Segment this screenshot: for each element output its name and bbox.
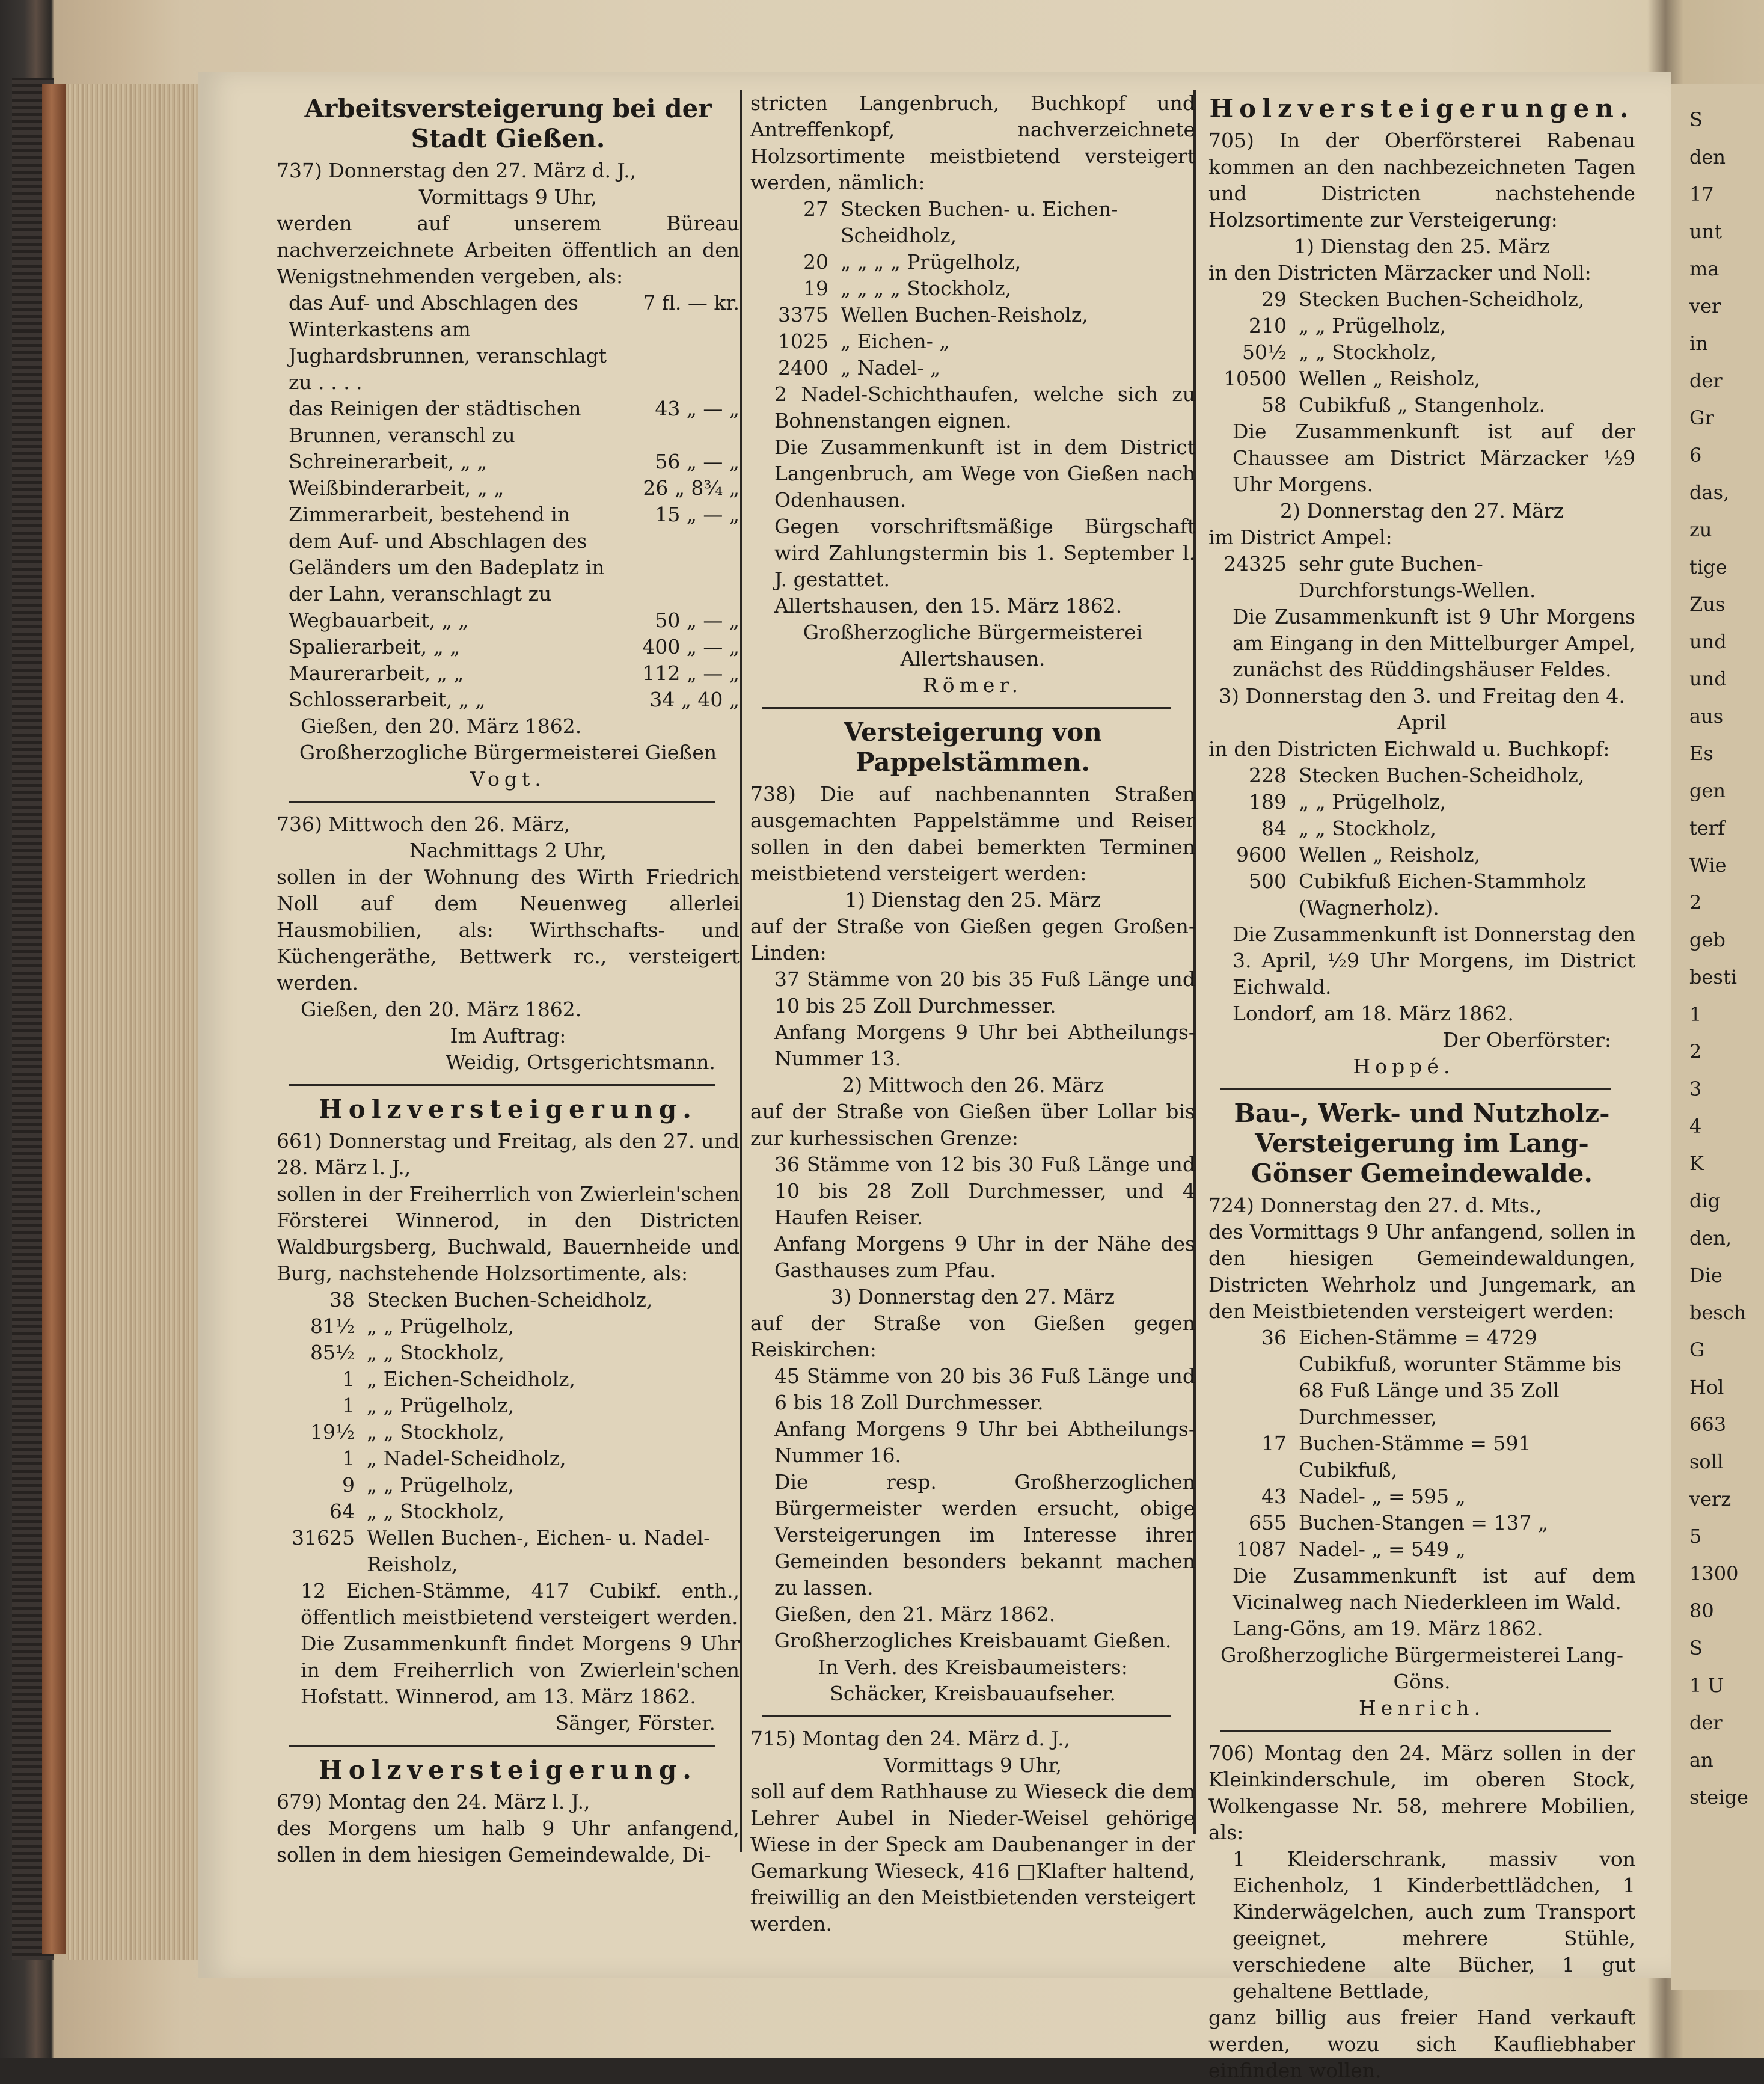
item-desc: „ Nadel- „ [841,356,941,379]
term-heading: 3) Donnerstag den 27. März [831,1285,1115,1308]
column-3 [1196,90,1635,2084]
item-desc: Stecken Buchen-Scheidholz, [1299,764,1585,787]
item-qty: 9 [342,1473,355,1497]
item-desc: Buchen-Stangen = 137 „ [1299,1511,1549,1534]
item-desc: Schreinerarbeit, „ „ [289,450,488,473]
notice-body: stricten Langenbruch, Buchkopf und Antreffenkopf, nachverzeichnete Holzsortimente meistbietend versteigert werden, nämlich: [750,91,1195,194]
adjacent-page-fragment: Gr [1689,406,1714,429]
item-qty: 64 [329,1500,355,1523]
item-qty: 20 [803,250,828,274]
term-heading: 1) Dienstag den 25. März [1294,234,1550,258]
item-desc: Schlosserarbeit, „ „ [289,688,486,711]
adjacent-page-fragment: 3 [1689,1077,1702,1100]
item-desc: Wellen „ Reisholz, [1299,843,1481,866]
item-desc: „ „ Prügelholz, [367,1314,515,1338]
notice-authority: Großherzogliche Bürgermeisterei Lang-Göns. [1220,1643,1624,1693]
column-1 [277,90,740,1868]
notice-661 [277,1094,740,1736]
item-desc: Wellen „ Reisholz, [1299,367,1481,390]
divider [1220,1730,1611,1732]
notice-line: 661) Donnerstag und Freitag, als den 27. und 28. März l. J., [277,1129,740,1179]
adjacent-page-fragment: 17 [1689,183,1714,206]
item-qty: 38 [329,1288,355,1311]
notice-737 [277,94,740,792]
adjacent-page-fragment: steige [1689,1786,1748,1809]
term-items: 37 Stämme von 20 bis 35 Fuß Länge und 10 bis 25 Zoll Durchmesser. [774,967,1195,1017]
notice-line: 736) Mittwoch den 26. März, [277,812,571,836]
term-start: Anfang Morgens 9 Uhr in der Nähe des Gasthauses zum Pfau. [774,1232,1195,1282]
adjacent-page-fragment: 1300 [1689,1562,1739,1585]
adjacent-page-fragment: Es [1689,742,1713,765]
adjacent-page-fragment: ver [1689,295,1721,317]
adjacent-page-fragment: das, [1689,481,1730,504]
notice-body: des Vormittags 9 Uhr anfangend, sollen in den hiesigen Gemeindewaldungen, Districten Wehrholz und Jungemark, an den Meistbietenden versteigert werden: [1208,1220,1635,1323]
book-cover-edge [42,84,66,1954]
adjacent-page-text [1683,108,1764,1852]
adjacent-page-fragment: zu [1689,518,1712,541]
notice-authority: Großherzogliche Bürgermeisterei Gießen [299,741,717,764]
item-qty: 43 [1261,1485,1287,1508]
item-amount: 400 „ — „ [642,635,740,658]
item-desc: „ „ Stockholz, [367,1341,504,1364]
adjacent-page-fragment: geb [1689,928,1726,951]
notice-715 [750,1726,1195,1937]
adjacent-page-fragment: und [1689,630,1727,653]
item-desc: „ „ „ „ Prügelholz, [841,250,1021,274]
item-qty: 189 [1249,790,1287,814]
notice-line: 737) Donnerstag den 27. März d. J., [277,159,637,182]
item-qty: 17 [1261,1432,1287,1455]
notice-738 [750,717,1195,1707]
notice-date: Gießen, den 20. März 1862. [301,714,582,738]
adjacent-page-fragment: Zus [1689,593,1726,616]
notice-title: Holzversteigerung. [319,1094,697,1124]
notice-736 [277,811,740,1076]
notice-body: soll auf dem Rathhause zu Wieseck die dem Lehrer Aubel in Nieder-Weisel gehörige Wiese in der Speck am Daubenanger in der Gemarkung Wieseck, 416 □Klafter haltend, freiwillig an den Meistbietenden versteigert werden. [750,1780,1195,1935]
item-desc: „ Eichen-Scheidholz, [367,1367,575,1391]
notice-items: 1 Kleiderschrank, massiv von Eichenholz, 1 Kinderbettlädchen, 1 Kinderwägelchen, auch zum Transport geeignet, mehrere Stühle, verschiedene alte Bücher, 1 gut gehaltene Bettlade, [1233,1847,1635,2003]
term-heading: 2) Mittwoch den 26. März [842,1073,1104,1097]
notice-line: Vormittags 9 Uhr, [883,1753,1062,1777]
adjacent-page-fragment: Die [1689,1264,1723,1287]
item-qty: 1 [342,1447,355,1470]
item-qty: 36 [1261,1326,1287,1349]
adjacent-page-fragment: 6 [1689,444,1702,467]
notice-body: sollen in der Freiherrlich von Zwierlein'schen Försterei Winnerod, in den Districten Waldburgsberg, Buchwald, Bauernheide und Burg, nachstehende Holzsortimente, als: [277,1182,740,1285]
item-qty: 58 [1261,393,1287,417]
term-district: in den Districten Eichwald u. Buchkopf: [1208,737,1610,761]
divider [762,707,1171,709]
adjacent-page-fragment: 80 [1689,1599,1714,1622]
item-desc: „ „ Stockholz, [1299,817,1436,840]
notice-meeting: Die Zusammenkunft findet Morgens 9 Uhr in dem Freiherrlich von Zwierlein'schen Hofstatt. Winnerod, am 13. März 1862. [301,1632,740,1708]
item-qty: 19½ [310,1420,355,1444]
divider [289,1084,715,1086]
item-desc: „ „ Stockholz, [367,1500,504,1523]
notice-signature: Römer. [922,673,1023,697]
item-desc: Cubikfuß „ Stangenholz. [1299,393,1546,417]
adjacent-page-fragment: ma [1689,257,1720,280]
item-qty: 9600 [1236,843,1287,866]
notice-signature: Henrich. [1358,1696,1486,1720]
item-qty: 1087 [1236,1537,1287,1561]
notice-tail: ganz billig aus freier Hand verkauft werden, wozu sich Kaufliebhaber einfinden wollen. [1208,2006,1635,2082]
notice-authority: Großherzogliches Kreisbauamt Gießen. [774,1629,1172,1652]
item-amount: 15 „ — „ [655,503,740,526]
item-qty: 27 [803,197,828,221]
item-amount: 7 fl. — kr. [643,291,740,314]
adjacent-page-fragment: 1 U [1689,1674,1724,1697]
item-amount: 112 „ — „ [642,661,740,685]
item-desc: „ „ Prügelholz, [367,1473,515,1497]
adjacent-page-fragment: dig [1689,1189,1721,1212]
item-desc: Wegbauarbeit, „ „ [289,608,469,632]
item-desc: „ „ Prügelholz, [367,1394,515,1417]
item-qty: 31625 [292,1526,355,1549]
item-desc: „ „ Stockholz, [1299,340,1436,364]
adjacent-page-fragment: G [1689,1338,1705,1361]
term-items: 36 Stämme von 12 bis 30 Fuß Länge und 10 bis 28 Zoll Durchmesser, und 4 Haufen Reiser. [774,1153,1195,1229]
notice-title: Holzversteigerung. [319,1755,697,1785]
item-desc: „ „ Prügelholz, [1299,790,1447,814]
term-heading: 1) Dienstag den 25. März [845,888,1101,912]
item-qty: 3375 [778,303,828,326]
notice-authority: In Verh. des Kreisbaumeisters: [818,1655,1128,1679]
item-desc: Nadel- „ = 595 „ [1299,1485,1466,1508]
adjacent-page-fragment: aus [1689,705,1724,728]
notice-line: 679) Montag den 24. März l. J., [277,1790,590,1813]
item-desc: Buchen-Stämme = 591 Cubikfuß, [1299,1432,1531,1482]
notice-line: Vormittags 9 Uhr, [418,185,598,209]
item-qty: 10500 [1223,367,1287,390]
notice-signature: Sänger, Förster. [555,1711,715,1735]
adjacent-page-fragment: den, [1689,1227,1732,1249]
notice-authority: Im Auftrag: [450,1024,566,1047]
notice-date: Lang-Göns, am 19. März 1862. [1233,1617,1543,1640]
adjacent-page-fragment: S [1689,1637,1703,1660]
notice-line: 724) Donnerstag den 27. d. Mts., [1208,1194,1542,1217]
term-items: 45 Stämme von 20 bis 36 Fuß Länge und 6 bis 18 Zoll Durchmesser. [774,1364,1195,1414]
item-desc: Eichen-Stämme = 4729 Cubikfuß, worunter Stämme bis 68 Fuß Länge und 35 Zoll Durchmesser, [1299,1326,1622,1429]
page-stack-edge [66,84,204,1960]
adjacent-page-fragment: K [1689,1152,1704,1175]
notice-meeting: Die Zusammenkunft ist auf der Chaussee am District Märzacker ½9 Uhr Morgens. [1233,420,1635,496]
item-desc: Spalierarbeit, „ „ [289,635,461,658]
item-desc: sehr gute Buchen-Durchforstungs-Wellen. [1299,552,1536,602]
term-route: auf der Straße von Gießen gegen Reiskirchen: [750,1311,1195,1361]
item-amount: 34 „ 40 „ [649,688,740,711]
item-desc: Weißbinderarbeit, „ „ [289,476,504,500]
item-desc: Stecken Buchen- u. Eichen-Scheidholz, [841,197,1118,247]
notice-meeting: Die Zusammenkunft ist Donnerstag den 3. April, ½9 Uhr Morgens, im District Eichwald. [1233,922,1635,999]
notice-signature: Hoppé. [1353,1055,1455,1078]
item-desc: Wellen Buchen-, Eichen- u. Nadel-Reisholz, [367,1526,711,1576]
item-amount: 26 „ 8¾ „ [643,476,740,500]
notice-date: Allertshausen, den 15. März 1862. [774,594,1122,618]
notice-title: Holzversteigerungen. [1209,94,1635,123]
item-qty: 85½ [310,1341,355,1364]
adjacent-page-fragment: Wie [1689,854,1727,877]
notice-body: 705) In der Oberförsterei Rabenau kommen an den nachbezeichneten Tagen und Districten nachstehende Holzsortimente zur Versteigerung: [1208,129,1635,231]
adjacent-page-fragment: S [1689,108,1703,131]
item-desc: „ „ „ „ Stockholz, [841,277,1012,300]
term-heading: 2) Donnerstag den 27. März [1280,499,1564,523]
notice-line: Nachmittags 2 Uhr, [409,839,607,862]
notice-signature: Schäcker, Kreisbauaufseher. [830,1682,1116,1705]
notice-signature: Weidig, Ortsgerichtsmann. [446,1050,715,1074]
item-desc: Maurerarbeit, „ „ [289,661,464,685]
term-district: in den Districten Märzacker und Noll: [1208,261,1591,284]
notice-body: 738) Die auf nachbenannten Straßen ausgemachten Pappelstämme und Reiser sollen in den dabei bemerkten Terminen meistbietend versteigert werden: [750,782,1195,885]
item-qty: 84 [1261,817,1287,840]
adjacent-page-fragment: tige [1689,556,1727,578]
item-desc: das Auf- und Abschlagen des Winterkastens am Jughardsbrunnen, veranschlagt zu . . . . [289,291,607,394]
adjacent-page-fragment: 663 [1689,1413,1727,1436]
item-desc: Stecken Buchen-Scheidholz, [1299,287,1585,311]
adjacent-page-fragment: und [1689,667,1727,690]
item-desc: Wellen Buchen-Reisholz, [841,303,1088,326]
item-qty: 228 [1249,764,1287,787]
item-amount: 50 „ — „ [655,608,740,632]
notice-meeting: Die Zusammenkunft ist in dem District Langenbruch, am Wege von Gießen nach Odenhausen. [774,435,1195,512]
adjacent-page-fragment: besch [1689,1301,1747,1324]
divider [1220,1088,1611,1090]
item-amount: 56 „ — „ [655,450,740,473]
notice-line: 715) Montag den 24. März d. J., [750,1727,1071,1750]
notice-authority: Großherzogliche Bürgermeisterei Allertshausen. [803,621,1143,670]
notice-authority: Der Oberförster: [1442,1028,1611,1052]
term-district: im District Ampel: [1208,526,1392,549]
divider [762,1715,1171,1717]
adjacent-page-fragment: gen [1689,779,1726,802]
notice-body: sollen in der Wohnung des Wirth Friedrich Noll auf dem Neuenweg allerlei Hausmobilien, als: Wirthschafts- und Küchengeräthe, Bettwerk rc., versteigert werden. [277,865,740,994]
item-qty: 81½ [310,1314,355,1338]
divider [289,801,715,803]
item-desc: „ Nadel-Scheidholz, [367,1447,566,1470]
item-qty: 19 [803,277,828,300]
item-desc: „ „ Stockholz, [367,1420,504,1444]
adjacent-page-fragment: 2 [1689,891,1702,914]
notice-body: 706) Montag den 24. März sollen in der Kleinkinderschule, im oberen Stock, Wolkengasse Nr. 58, mehrere Mobilien, als: [1208,1741,1635,1844]
adjacent-page-fragment: besti [1689,966,1737,988]
adjacent-page-fragment: an [1689,1748,1713,1771]
notice-body: werden auf unserem Büreau nachverzeichnete Arbeiten öffentlich an den Wenigstnehmenden vergeben, als: [277,212,740,288]
notice-date: Gießen, den 21. März 1862. [774,1602,1056,1626]
item-qty: 210 [1249,314,1287,337]
adjacent-page-fragment: den [1689,146,1726,168]
notice-date: Londorf, am 18. März 1862. [1233,1002,1514,1025]
adjacent-page-fragment: der [1689,1711,1723,1734]
adjacent-page-fragment: soll [1689,1450,1724,1473]
notice-date: Gießen, den 20. März 1862. [301,998,582,1021]
notice-extra: 2 Nadel-Schichthaufen, welche sich zu Bohnenstangen eignen. [774,382,1195,432]
item-qty: 2400 [778,356,828,379]
notice-679-continued [750,90,1195,699]
item-desc: „ „ Prügelholz, [1299,314,1447,337]
item-qty: 1 [342,1394,355,1417]
notice-meeting: Die Zusammenkunft ist auf dem Vicinalweg nach Niederkleen im Wald. [1233,1564,1635,1614]
column-2 [738,90,1195,1937]
term-start: Anfang Morgens 9 Uhr bei Abtheilungs-Nummer 16. [774,1417,1195,1467]
term-heading: 3) Donnerstag den 3. und Freitag den 4. April [1219,684,1625,734]
adjacent-page-fragment: 4 [1689,1115,1702,1138]
item-qty: 1 [342,1367,355,1391]
item-desc: Cubikfuß Eichen-Stammholz (Wagnerholz). [1299,869,1586,919]
item-qty: 50½ [1242,340,1287,364]
adjacent-page-fragment: terf [1689,817,1725,839]
item-desc: Nadel- „ = 549 „ [1299,1537,1466,1561]
divider [289,1745,715,1747]
adjacent-page-fragment: der [1689,369,1723,392]
notice-title: Arbeitsversteigerung bei der Stadt Gießen. [304,94,712,153]
item-desc: Stecken Buchen-Scheidholz, [367,1288,653,1311]
adjacent-page-fragment: 2 [1689,1040,1702,1063]
notice-meeting: Die Zusammenkunft ist 9 Uhr Morgens am Eingang in den Mittelburger Ampel, zunächst des Rüddingshäuser Feldes. [1233,605,1635,681]
adjacent-page-fragment: in [1689,332,1708,355]
notice-payment: Gegen vorschriftsmäßige Bürgschaft wird Zahlungstermin bis 1. September l. J. gestattet. [774,515,1195,591]
term-route: auf der Straße von Gießen über Lollar bis zur kurhessischen Grenze: [750,1100,1195,1150]
notice-706 [1208,1740,1635,2084]
notice-extra: 12 Eichen-Stämme, 417 Cubikf. enth., öffentlich meistbietend versteigert werden. [301,1579,740,1629]
notice-724 [1208,1099,1635,1721]
notice-signature: Vogt. [470,767,546,791]
item-qty: 1025 [778,329,828,353]
item-desc: „ Eichen- „ [841,329,950,353]
notice-note: Die resp. Großherzoglichen Bürgermeister werden ersucht, obige Versteigerungen im Interesse ihrer Gemeinden besonders bekannt machen zu lassen. [774,1470,1195,1599]
item-qty: 29 [1261,287,1287,311]
adjacent-page-fragment: Hol [1689,1376,1724,1399]
term-route: auf der Straße von Gießen gegen Großen-Linden: [750,915,1195,964]
item-amount: 43 „ — „ [655,397,740,420]
term-start: Anfang Morgens 9 Uhr bei Abtheilungs-Nummer 13. [774,1020,1195,1070]
item-qty: 655 [1249,1511,1287,1534]
item-desc: das Reinigen der städtischen Brunnen, veranschl zu [289,397,581,447]
notice-679 [277,1755,740,1868]
notice-705 [1208,94,1635,1080]
notice-title: Bau-, Werk- und Nutzholz-Versteigerung im Lang-Gönser Gemeindewalde. [1234,1099,1610,1188]
adjacent-page-fragment: 5 [1689,1525,1702,1548]
notice-body: des Morgens um halb 9 Uhr anfangend, sollen in dem hiesigen Gemeindewalde, Di- [277,1816,740,1866]
notice-title: Versteigerung von Pappelstämmen. [844,717,1102,777]
item-desc: Zimmerarbeit, bestehend in dem Auf- und Abschlagen des Geländers um den Badeplatz in der Lahn, veranschlagt zu [289,503,605,605]
adjacent-page-fragment: verz [1689,1488,1732,1510]
item-qty: 500 [1249,869,1287,893]
item-qty: 24325 [1223,552,1287,575]
adjacent-page-fragment: 1 [1689,1003,1702,1026]
adjacent-page-fragment: unt [1689,220,1723,243]
